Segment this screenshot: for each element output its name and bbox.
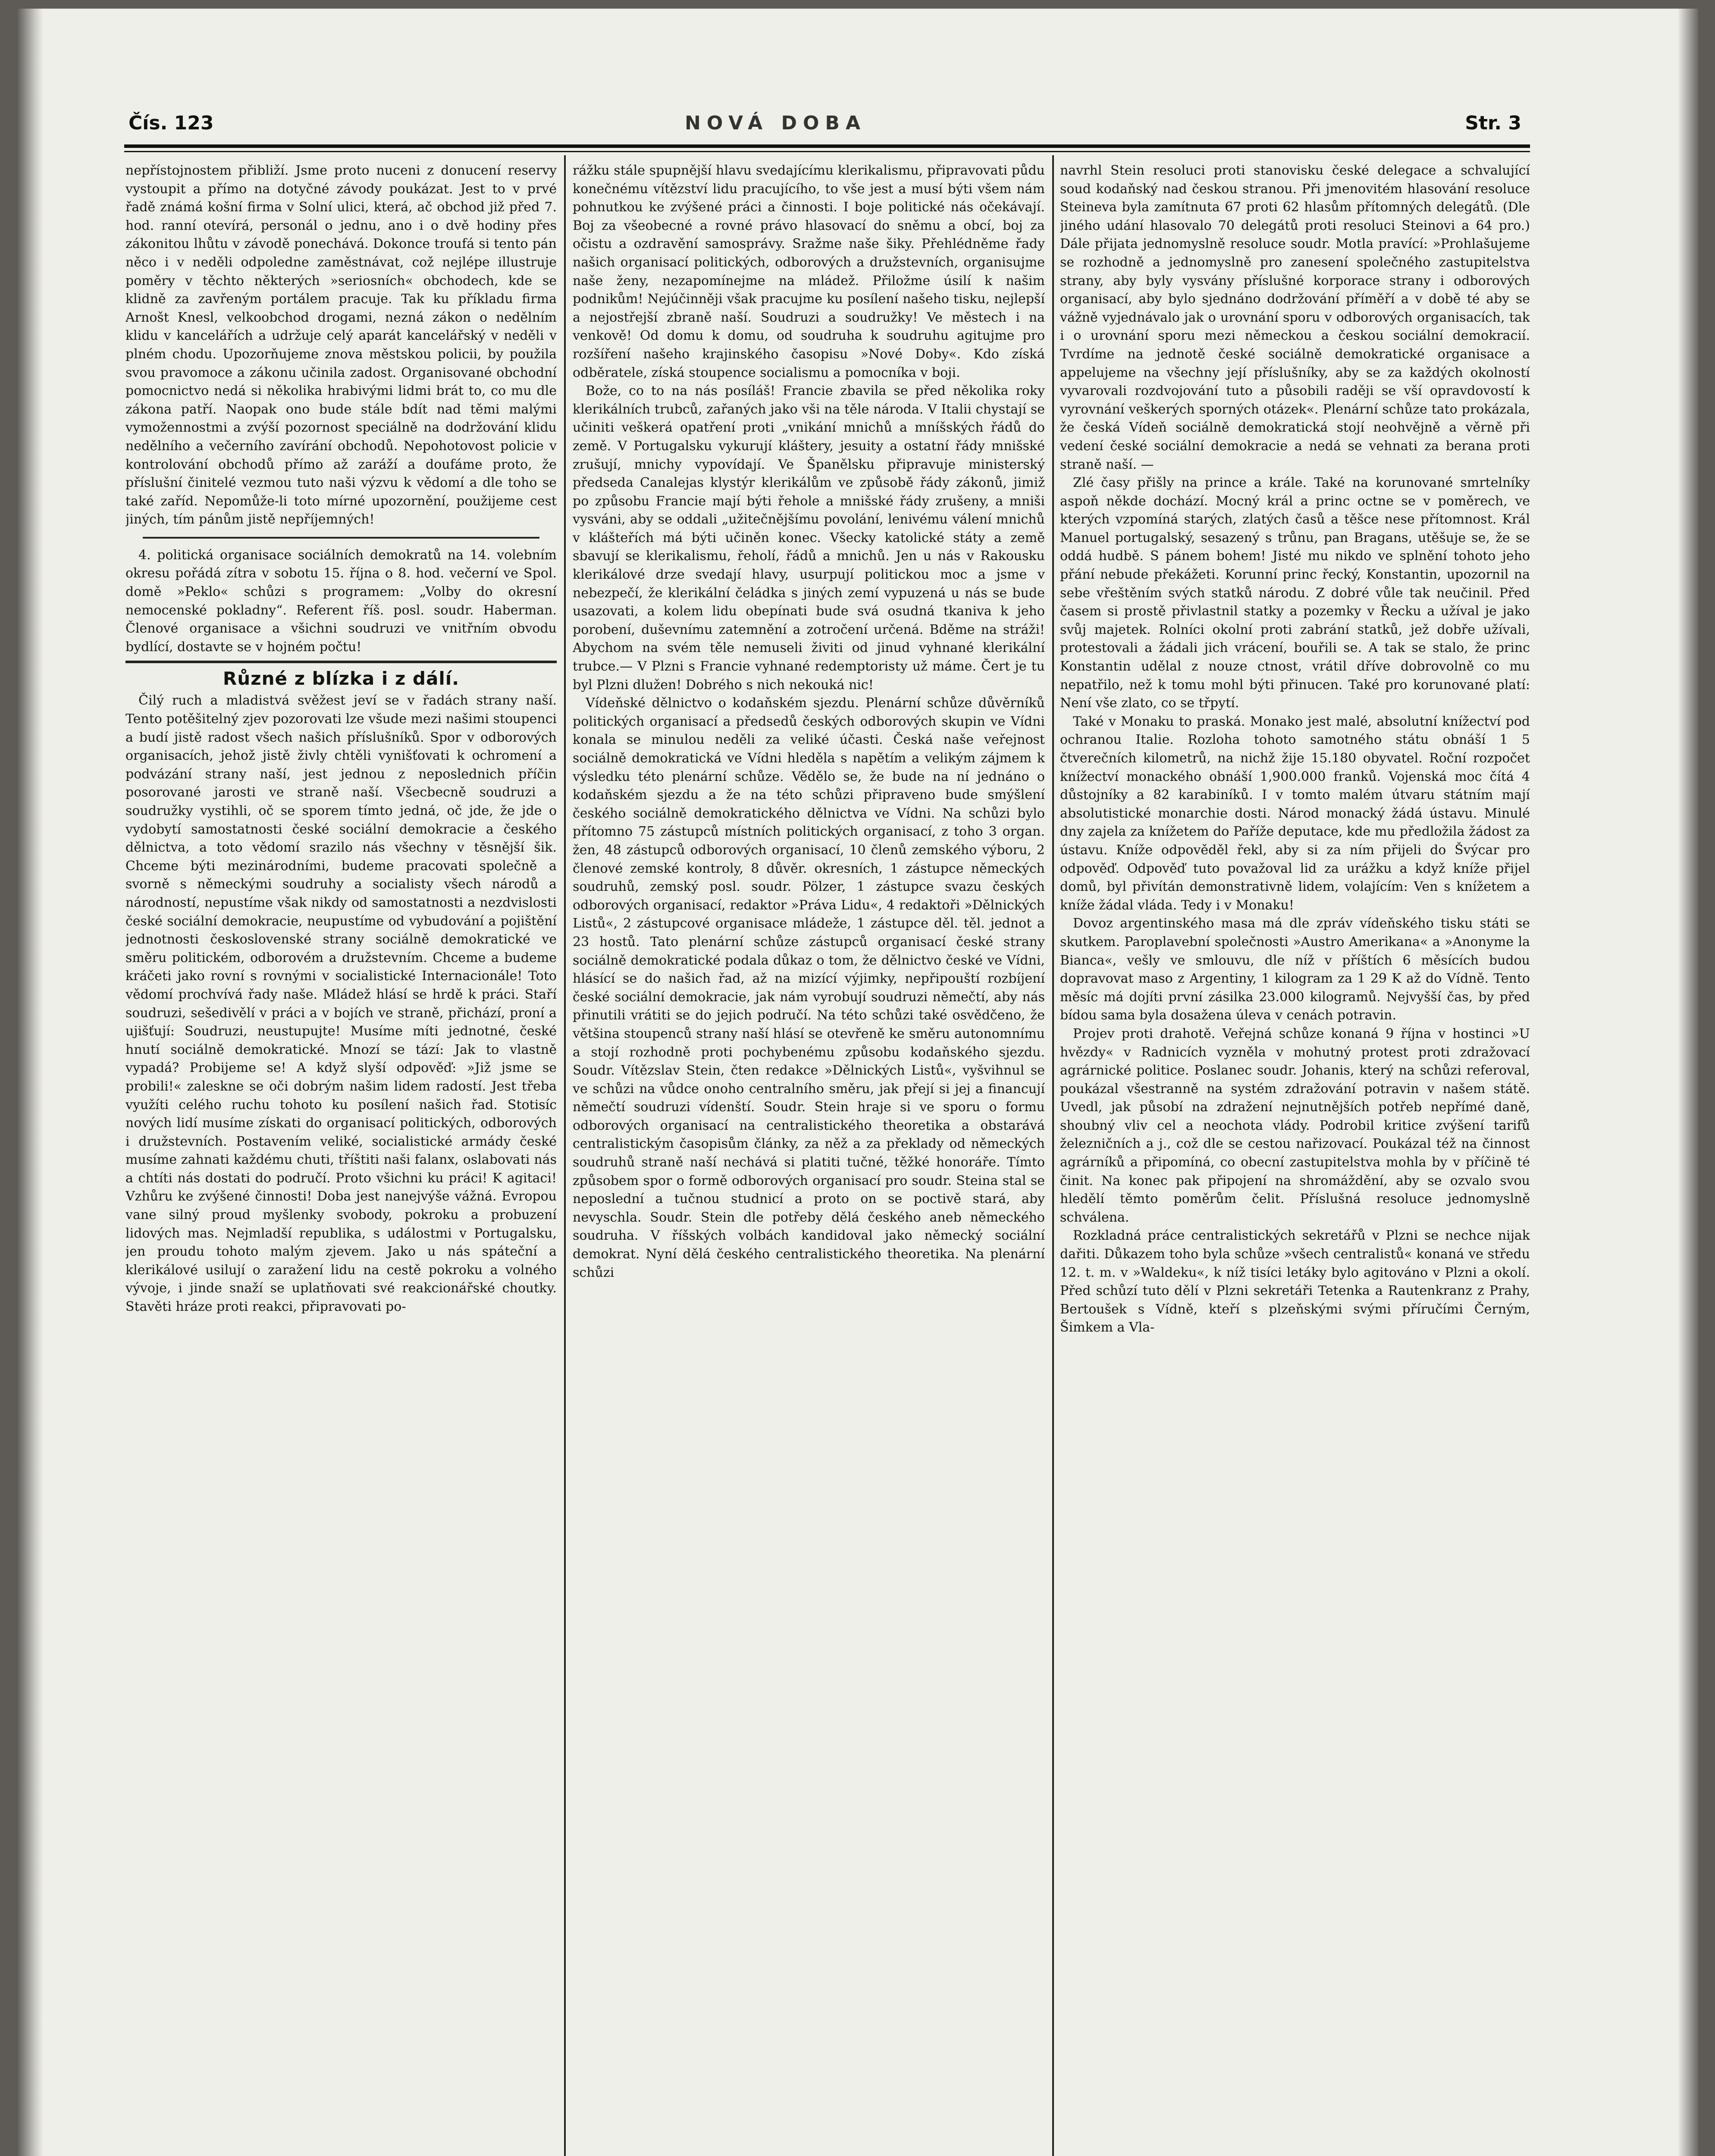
article-paragraph: Vídeňské dělnictvo o kodaňském sjezdu. Plenární schůze důvěrníků politických organisací a předsedů českých odborových skupin ve Vídni konala se minulou neděli za veliké účasti. Česká naše veřejnost sociálně demokratická ve Vídni hleděla s napětím a velikým zájmem k výsledku této plenární schůze. Vědělo se, že bude na ní jednáno o kodaňském sjezdu a že na této schůzi připraveno bude smýšlení českého sociálně demokratického dělnictva ve Vídni. Na schůzi bylo přítomno 75 zástupců místních politických organisací, z toho 3 organ. žen, 48 zástupců odborových organisací, 10 členů zemského výboru, 2 členové zemské kontroly, 8 důvěr. okresních, 1 zástupce německých soudruhů, zemský posl. soudr. Pölzer, 1 zástupce svazu českých odborových organisací, redaktor »Práva Lidu«, 4 redaktoři »Dělnických Listů«, 2 zástupcové organisace mládeže, 1 zástupce děl. těl. jednot a 23 hostů. Tato plenární schůze zástupců organisací české strany sociálně demokratické podala důkaz o tom, že dělnictvo české ve Vídni, hlásící se do našich řad, až na mizící výjimky, nepřipouští rozbíjení české sociální demokracie, jak nám vyrobují soudruzi němečtí, aby nás přinutili vrátiti se do jejich područí. Na této schůzi také osvědčeno, že většina stoupenců strany naší hlásí se otevřeně ke směru autonomnímu a stojí rozhodně proti pochybenému způsobu kodaňského sjezdu. Soudr. Vítězslav Stein, čten redakce »Dělnických Listů«, vyšvihnul se ve schůzi na vůdce onoho centralního směru, jak přejí si jej a financují němečtí soudruzi vídenští. Soudr. Stein hraje si ve sporu o formu odborových organisací na centralistického theoretika a obstarává centralistickým časopisům články, za něž a za překlady od německých soudruhů straně naší nechává si platiti tučné, těžké honoráře. Tímto způsobem spor o formě odborových organisací pro soudr. Steina stal se neposlední a tučnou studnicí a proto on se poctivě stará, aby nevyschla. Soudr. Stein dle potřeby dělá českého aneb německého soudruha. V říšských volbách kandidoval jako německý sociální demokrat. Nyní dělá českého centralistického theoretika. Na plenární schůzi bbox=[573, 696, 1045, 1280]
article-paragraph: rážku stále spupnější hlavu svedajícímu klerikalismu, připravovati půdu konečnému vítězství lidu pracujícího, to vše jest a musí býti všem nám pohnutkou ke zvýšené práci a činnosti. I boje politické nás očekávají. Boj za všeobecné a rovné právo hlasovací do sněmu a obcí, boj za očistu a ozdravění samosprávy. Sražme naše šiky. Přehlédněme řady našich organisací politických, odborových a družstevních, organisujme naše ženy, nezapomínejme na mládež. Přiložme úsilí k našim podnikům! Nejúčinněji však pracujme ku posílení našeho tisku, nejlepší a nejostřejší zbraně naší. Soudruzi a soudružky! Ve městech i na venkově! Od domu k domu, od soudruha k soudruhu agitujme pro rozšíření našeho krajinského časopisu »Nové Doby«. Kdo získá odběratele, získá stoupence socialismu a pomocníka v boji. bbox=[573, 163, 1045, 380]
page-label: Str. 3 bbox=[1465, 112, 1521, 134]
article-paragraph: Dovoz argentinského masa má dle zpráv vídeňského tisku státi se skutkem. Paroplavební společnosti »Austro Amerikana« a »Anonyme la Bianca«, vešly ve smlouvu, dle níž v příštích 6 měsících budou dopravovat maso z Argentiny, 1 kilogram za 1 29 K až do Vídně. Tento měsíc má dojíti první zásilka 23.000 kilogramů. Nejvyšší čas, by před bídou sama byla dosažena úleva v cenách potravin. bbox=[1060, 916, 1530, 1023]
article-separator bbox=[143, 537, 539, 539]
article-paragraph: 4. politická organisace sociálních demokratů na 14. volebním okresu pořádá zítra v sobotu 15. října o 8. hod. večerní ve Spol. domě »Peklo« schůzi s programem: „Volby do okresní nemocenské pokladny“. Referent říš. posl. soudr. Haberman. Členové organisace a všichni soudruzi ve vnitřním obvodu bydlící, dostavte se v hojném počtu! bbox=[125, 547, 557, 655]
article-paragraph: Rozkladná práce centralistických sekretářů v Plzni se nechce nijak dařiti. Důkazem toho byla schůze »všech centralistů« konaná ve středu 12. t. m. v »Waldeku«, k níž tisíci letáky bylo agitováno v Plzni a okolí. Před schůzí tuto dělí v Plzni sekretáři Tetenka a Rautenkranz z Prahy, Bertoušek s Vídně, kteří s plzeňskými svými příručími Černým, Šimkem a Vla- bbox=[1060, 1228, 1530, 1335]
column-1 bbox=[125, 162, 557, 2156]
column-2 bbox=[573, 162, 1045, 2156]
page-edge-shadow-right bbox=[1677, 9, 1698, 2156]
header-rule-thin bbox=[124, 151, 1530, 152]
article-paragraph: Čilý ruch a mladistvá svěžest jeví se v řadách strany naší. Tento potěšitelný zjev pozorovati lze všude mezi našimi stoupenci a budí jistě radost všech našich příslušníků. Spor v odborových organisacích, jehož jistě živly chtěli vynišťovati k ochromení a podvázání strany naší, jest jednou z neposlednich příčin posorované jarosti ve straně naší. Všecbecně soudruzi a soudružky vystihli, oč se sporem tímto jedná, oč jde, že jde o vydobytí samostatnosti české sociální demokracie a českého dělnictva, a toto vědomí srazilo nás všechny v těsnější šik. Chceme býti mezinárodními, budeme pracovati společně a svorně s německými soudruhy a socialisty všech národů a národností, nepustíme však nikdy od samostatnosti a nezdvislosti české sociální demokracie, neupustíme od vybudování a pojištění jednotnosti československé strany sociálně demokratické ve směru politickém, odborovém a družstevním. Chceme a budeme kráčeti jako rovní s rovnými v socialistické Internacionále! Toto vědomí prochvívá řady naše. Mládež hlásí se hrdě k práci. Staří soudruzi, sešedivělí v práci a v bojích ve straně, přichází, proní a ujišťují: Soudruzi, neustupujte! Musíme míti jednotné, české hnutí sociálně demokratické. Mnozí se tází: Jak to vlastně vypadá? Probijeme se! A když slyší odpověď: »Již jsme se probili!« zaleskne se oči dobrým našim lidem radostí. Jest třeba využíti celého ruchu tohoto ku posílení našich řad. Stotisíc nových lidí musíme získati do organisací politických, odborových i družstevních. Postavením veliké, socialistické armády české musíme zahnati každému chuti, tříštiti naši falanx, oslabovati nás a chtíti nás dostati do područí. Proto všichni ku práci! K agitaci! Vzhůru ke zvýšené činnosti! Doba jest nanejvýše vážná. Evropou vane silný proud myšlenky svobody, pokroku a probuzení lidových mas. Nejmladší republika, s událostmi v Portugalsku, jen proudu tohoto malým zjevem. Jako u nás spáteční a klerikálové usilují o zaražení lidu na cestě pokroku a volného vývoje, i jinde snaží se uplatňovati své reakcionářské choutky. Stavěti hráze proti reakci, připravovati po- bbox=[125, 693, 557, 1315]
page-number: Čís. 123 bbox=[129, 112, 214, 134]
section-separator bbox=[125, 661, 557, 663]
article-paragraph: navrhl Stein resoluci proti stanovisku české delegace a schvalující soud kodaňský nad českou stranou. Při jmenovitém hlasování resoluce Steineva byla zamítnuta 67 proti 62 hlasům přítomných delegátů. (Dle jiného udání hlasovalo 70 delegátů proti resoluci Steinovi a 64 pro.) Dále přijata jednomyslně resoluce soudr. Motla pravící: »Prohlašujeme se rozhodně a jednomyslně pro zanesení společného zastupitelstva strany, aby byly vysvány příslušné korporace strany i odborových organisací, aby bylo sjednáno dodržování příměří a v době té aby se vážně vyjednávalo jak o urovnání sporu v odborových organisacích, tak i o urovnání sporu mezi německou a českou sociální demokracií. Tvrdíme na jednotě české sociálně demokratické organisace a appelujeme na všechny její příslušníky, aby se za každých okolností vyvarovali rozdvojování tuto a působili raději se vší opravdovostí k vyrovnání veškerých sporných otázek«. Plenární schůze tato prokázala, že česká Vídeň sociálně demokratická stojí neohvějně a věrně při vedení české sociální demokracie a nedá se vehnati za berana proti straně naší. — bbox=[1060, 163, 1530, 472]
article-paragraph: Projev proti drahotě. Veřejná schůze konaná 9 října v hostinci »U hvězdy« v Radnicích vyzněla v mohutný protest proti zdražovací agrárnické politice. Poslanec soudr. Johanis, který na schůzi referoval, poukázal všestranně na systém zdražování potravin v našem státě. Uvedl, jak působí na zdražení nejnutnějších potřeb nepřímé daně, shoubný vliv cel a neochota vlády. Podrobil kritice zvýšení tarifů železničních a j., což dle se cestou nařizovací. Poukázal též na činnost agrárníků a připomíná, co obecní zastupitelstva mohla by v příčině té činit. Na konec pak připojení na shromáždění, aby se ozvalo svou hledělí těmto poměrům čelit. Příslušná resoluce jednomyslně schválena. bbox=[1060, 1026, 1530, 1225]
section-heading: Různé z blízka i z dálí. bbox=[223, 668, 460, 689]
column-divider bbox=[564, 155, 566, 2156]
column-divider bbox=[1052, 155, 1054, 2156]
article-paragraph: Bože, co to na nás posíláš! Francie zbavila se před několika roky klerikálních trubců, zařaných jako vši na těle národa. V Italii chystají se učiniti veškerá opatření proti „vnikání mnichů a mníšských řádů do země. V Portugalsku vykurují kláštery, jesuity a ostatní řády mnišské zrušují, mnichy vypovídají. Ve Španělsku připravuje ministerský předseda Canalejas klystýr klerikálům ve způsobě řády zákonů, jimiž po způsobu Francie mají býti řehole a mnišské řády zrušeny, a mniši vysváni, aby se oddali „užitečnějšímu povolání, lenivému válení mnichů v klášteřích má býti učiněn konec. Všecky katolické státy a země sbavují se klerikalismu, řeholí, řádů a mnichů. Jen u nás v Rakousku klerikálové drze svedají hlavy, usurpují politickou moc a jsme v nebezpečí, že klerikální čeládka s jiných zemí vypuzená u nás se bude usazovati, a kolem lidu obepínati bude svá osudná tkaniva k jeho porobení, duševnímu zatemnění a zotročení určená. Bděme na stráži! Abychom na svém těle nemuseli živiti od jinud vyhnané klerikální trubce.— V Plzni s Francie vyhnané redemptoristy už máme. Čert je tu byl Plzni dlužen! Dobrého s nich nekouká nic! bbox=[573, 383, 1045, 693]
article-paragraph: Také v Monaku to praská. Monako jest malé, absolutní knížectví pod ochranou Italie. Rozloha tohoto samotného státu obnáší 1 5 čtverečních kilometrů, na nichž žije 15.180 obyvatel. Roční rozpočet knížectví monackého obnáší 1,900.000 franků. Vojenská moc čítá 4 důstojníky a 82 karabiníků. I v tomto malém útvaru státním mají absolutistické monarchie dosti. Národ monacký žádá ústavu. Minulé dny zajela za knížetem do Paříže deputace, kde mu předložila žádost za ústavu. Kníže odpověděl řekl, aby si za ním přijeli do Švýcar pro odpověď. Odpověď tuto považoval lid za urážku a když kníže přijel domů, byl přivítán demonstrativně lidem, volajícím: Ven s knížetem a kníže žádal vláda. Tedy i v Monaku! bbox=[1060, 714, 1530, 913]
page-header bbox=[129, 112, 1521, 142]
column-3 bbox=[1060, 162, 1530, 2156]
article-paragraph: nepřístojnostem přibliží. Jsme proto nuceni z donucení reservy vystoupit a přímo na dotyčné závody poukázat. Jest to v prvé řadě známá košní firma v Solní ulici, která, ač obchod již před 7. hod. ranní otevírá, personál o jednu, ano i o dvě hodiny přes zákonitou lhůtu v závodě ponechává. Dokonce troufá si tento pán něco i v neděli odpoledne zaměstnávat, což nejlépe illustruje poměry v těchto některých »seriosních« obchodech, kde se klidně za zavřeným portálem pracuje. Tak ku příkladu firma Arnošt Knesl, velkoobchod drogami, nezná zákon o nedělním klidu v kancelářích a udržuje celý aparát kancelářský v neděli v plném chodu. Upozorňujeme znova městskou policii, by použila svou pravomoce a zákonu učinila zadost. Organisované obchodní pomocnictvo nedá si několika hrabivými lidmi brát to, co mu dle zákona patří. Naopak ono bude stále bdít nad těmi malými vymožennostmi a zvýší pozornost speciálně na dodržování klidu nedělního a večerního zavírání obchodů. Nepohotovost policie v kontrolování obchodů přímo až zaráží a doufáme proto, že příslušní činitelé vezmou tuto naši výzvu k vědomí a dle toho se také zaříd. Nepomůže-li toto mírné upozornění, použijeme cest jiných, tím pánům jistě nepříjemných! bbox=[125, 163, 557, 527]
page-edge-shadow-left bbox=[16, 9, 43, 2156]
header-rule bbox=[124, 144, 1530, 148]
newspaper-page bbox=[16, 9, 1698, 2156]
article-paragraph: Zlé časy přišly na prince a krále. Také na korunované smrtelníky aspoň někde dochází. Mocný král a princ octne se v poměrech, ve kterých vzpomíná starých, zlatých časů a těšce nese přítomnost. Král Manuel portugalský, sesazený s trůnu, pan Bragans, utěšuje se, že se oddá hudbě. S pánem bohem! Jisté mu nikdo ve splnění tohoto jeho přání nebude překážeti. Korunní princ řecký, Konstantin, upozornil na sebe vřeštěním svých statků národu. Z dobré vůle tak neučinil. Před časem si prostě přivlastnil statky a pozemky v Řecku a užíval je jako svůj majetek. Rolníci okolní proti zabrání statků, jež dobře užívali, protestovali a žádali jich vrácení, bouřili se. A tak se stalo, že princ Konstantin udělal z nouze ctnost, vrátil dříve dobrovolně co mu nepatřilo, než k tomu mohl býti přinucen. Také pro korunované platí: Není vše zlato, co se třpytí. bbox=[1060, 475, 1530, 711]
masthead-title: NOVÁ DOBA bbox=[685, 112, 867, 134]
